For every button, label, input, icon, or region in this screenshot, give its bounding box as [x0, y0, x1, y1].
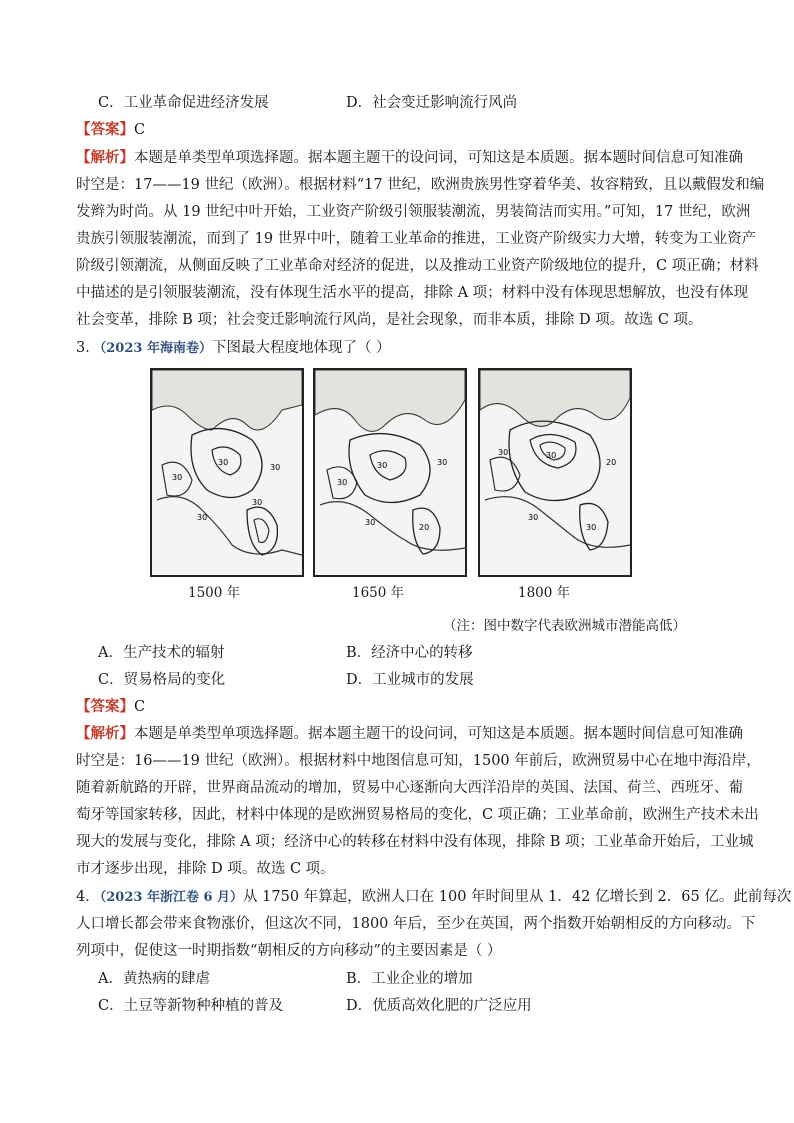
q4-option-d: D．优质高效化肥的广泛应用 — [346, 998, 532, 1014]
q2-analysis-line-0: 【解析】本题是单类型单项选择题。据本题主题干的设问词，可知这是本质题。据本题时间信息可知准确 — [76, 149, 743, 166]
map-1650-drawing — [315, 370, 465, 575]
map-label: 30 — [377, 461, 388, 470]
map-label: 30 — [528, 513, 539, 522]
q3-option-b: B．经济中心的转移 — [346, 645, 473, 661]
map-label: 30 — [270, 463, 281, 472]
q4-option-b: B．工业企业的增加 — [346, 971, 473, 987]
q3-option-c: C．贸易格局的变化 — [98, 672, 226, 688]
map-1800 — [478, 368, 632, 577]
map-label: 30 — [437, 458, 448, 467]
question-number: 4． — [76, 889, 100, 905]
q2-analysis-line-5: 中描述的是引领服装潮流，没有体现生活水平的提高，排除 A 项；材料中没有体现思想解放，也没有体现 — [76, 285, 749, 301]
analysis-tag: 【解析】 — [76, 725, 134, 742]
map-label: 30 — [218, 458, 229, 467]
q3-analysis-line-2: 随着新航路的开辟，世界商品流动的增加，贸易中心逐渐向大西洋沿岸的英国、法国、荷兰、西班牙、葡 — [76, 780, 743, 796]
map-label: 30 — [365, 518, 376, 527]
q2-analysis-line-4: 阶级引领潮流，从侧面反映了工业革命对经济的促进，以及推动工业资产阶级地位的提升，C 项正确；材料 — [76, 258, 759, 274]
map-label: 30 — [337, 478, 348, 487]
question-source: （2023 年海南卷） — [99, 341, 212, 356]
q2-option-d: D．社会变迁影响流行风尚 — [346, 95, 518, 111]
q3-analysis-line-3: 萄牙等国家转移，因此，材料中体现的是欧洲贸易格局的变化，C 项正确；工业革命前，欧洲生产技术未出 — [76, 807, 759, 823]
map-1800-drawing — [480, 370, 630, 575]
map-label: 30 — [172, 473, 183, 482]
q4-option-c: C．土豆等新物种种植的普及 — [98, 998, 284, 1014]
map-label: 30 — [252, 498, 263, 507]
map-label: 30 — [498, 448, 509, 457]
map-figure — [150, 368, 640, 578]
map-caption-1500: 1500 年 — [188, 585, 241, 601]
q2-analysis-line-3: 贵族引领服装潮流，而到了 19 世界中叶，随着工业革命的推进，工业资产阶级实力大增，转变为工业资产 — [76, 231, 757, 247]
q3-stem — [76, 338, 391, 359]
answer-value: C — [134, 122, 146, 138]
q3-answer — [76, 697, 145, 717]
map-label: 30 — [197, 513, 208, 522]
q3-analysis-line-5: 市才逐步出现，排除 D 项。故选 C 项。 — [76, 861, 335, 877]
q2-option-c: C．工业革命促进经济发展 — [98, 95, 269, 111]
q3-analysis-line-1: 时空是：16——19 世纪（欧洲）。根据材料中地图信息可知，1500 年前后，欧洲贸易中心在地中海沿岸， — [76, 753, 761, 769]
map-1650 — [313, 368, 467, 577]
question-number: 3． — [76, 340, 100, 356]
q2-analysis-line-2: 发辫为时尚。从 19 世纪中叶开始，工业资产阶级引领服装潮流，男装简洁而实用。”可知，17 世纪，欧洲 — [76, 204, 751, 220]
q4-stem-line-2: 列项中，促使这一时期指数“朝相反的方向移动”的主要因素是（ ） — [76, 943, 502, 959]
q3-analysis-line-4: 现大的发展与变化，排除 A 项；经济中心的转移在材料中没有体现，排除 B 项；工业革命开始后，工业城 — [76, 834, 754, 850]
map-label: 30 — [586, 523, 597, 532]
map-label: 30 — [546, 451, 557, 460]
question-source: （2023 年浙江卷 6 月） — [99, 890, 244, 905]
answer-tag: 【答案】 — [76, 698, 134, 715]
answer-value: C — [134, 699, 146, 715]
map-1500 — [150, 368, 304, 577]
map-caption-1650: 1650 年 — [352, 585, 405, 601]
map-label: 20 — [606, 458, 617, 467]
q2-analysis-line-6: 社会变革，排除 B 项；社会变迁影响流行风尚，是社会现象，而非本质，排除 D 项。故选 C 项。 — [76, 312, 703, 328]
q3-option-a: A．生产技术的辐射 — [98, 645, 225, 661]
q4-option-a: A．黄热病的肆虐 — [98, 971, 210, 987]
q4-stem-line-1: 人口增长都会带来食物涨价，但这次不同，1800 年后，至少在英国，两个指数开始朝相反的方向移动。下 — [76, 916, 756, 932]
map-1500-drawing — [152, 370, 302, 575]
q2-analysis-line-1: 时空是：17——19 世纪（欧洲）。根据材料“17 世纪，欧洲贵族男性穿着华美、妆容精致，且以戴假发和编 — [76, 177, 765, 193]
answer-tag: 【答案】 — [76, 121, 134, 138]
q4-stem-line-0: 4．（2023 年浙江卷 6 月）从 1750 年算起，欧洲人口在 100 年时间里从 1．42 亿增长到 2．65 亿。此前每次 — [76, 889, 792, 905]
map-caption-1800: 1800 年 — [518, 585, 571, 601]
map-label: 20 — [419, 523, 430, 532]
q2-answer — [76, 120, 145, 140]
analysis-tag: 【解析】 — [76, 149, 134, 166]
q3-option-d: D．工业城市的发展 — [346, 672, 474, 688]
question-text: 下图最大程度地体现了（ ） — [211, 340, 391, 356]
q3-analysis-line-0: 【解析】本题是单类型单项选择题。据本题主题干的设问词，可知这是本质题。据本题时间信息可知准确 — [76, 725, 743, 742]
map-note: （注：图中数字代表欧洲城市潜能高低） — [443, 618, 686, 634]
